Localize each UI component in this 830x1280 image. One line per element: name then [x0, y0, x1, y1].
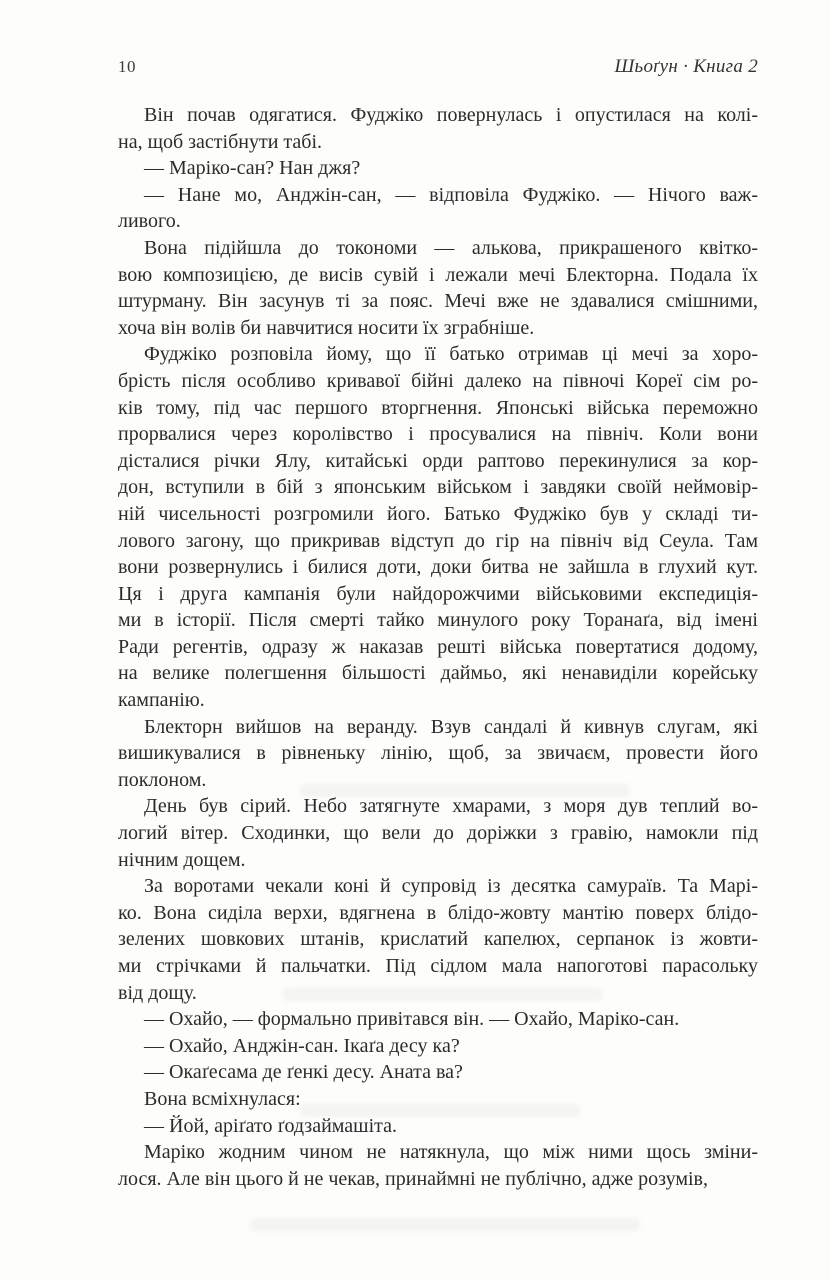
paragraph — [118, 1059, 758, 1086]
text-line: від дощу. — [118, 981, 197, 1004]
paragraph — [118, 1006, 758, 1033]
text-line: зелених шовкових штанів, крислатий капелюх, серпанок із жовти- — [118, 928, 758, 951]
paragraph — [118, 155, 758, 182]
text-line: хоча він волів би навчитися носити їх зграбніше. — [118, 316, 535, 339]
text-line: — Маріко-сан? Нан джя? — [144, 157, 361, 180]
text-line: на, щоб застібнути табі. — [118, 130, 323, 153]
running-title: Шьоґун · Книга 2 — [614, 56, 758, 77]
paragraph — [118, 102, 758, 155]
paragraph — [118, 714, 758, 794]
text-line: За воротами чекали коні й супровід із десятка самураїв. Та Марі- — [144, 875, 758, 898]
text-line: Вона підійшла до токономи — алькова, прикрашеного квітко- — [144, 236, 758, 259]
text-line: логий вітер. Сходинки, що вели до доріжки з гравію, намокли під — [118, 822, 758, 845]
text-line: прорвалися через королівство і просувалися на північ. Коли вони — [118, 423, 758, 446]
text-line: — Охайо, Анджін-сан. Ікаґа десу ка? — [144, 1034, 460, 1057]
text-line: вою композицією, де висів сувій і лежали мечі Блекторна. Подала їх — [118, 263, 758, 286]
paragraph — [118, 793, 758, 873]
text-line: ливого. — [118, 210, 181, 233]
paragraph — [118, 182, 758, 235]
text-line: дон, вступили в бій з японським військом і завдяки своїй неймовір- — [118, 476, 758, 499]
text-line: Ця і друга кампанія були найдорожчими військовими експедиція- — [118, 582, 758, 605]
text-line: — Нане мо, Анджін-сан, — відповіла Фуджіко. — Нічого важ- — [144, 183, 758, 206]
text-line: лося. Але він цього й не чекав, принаймні не публічно, адже розумів, — [118, 1167, 708, 1190]
page-showthrough — [250, 1218, 640, 1231]
text-line: вони розвернулись і билися доти, доки битва не зайшла в глухий кут. — [118, 556, 758, 579]
paragraph — [118, 341, 758, 713]
page-body — [118, 102, 758, 1192]
text-line: Блекторн вийшов на веранду. Взув сандалі й кивнув слугам, які — [144, 715, 758, 738]
text-line: — Йой, аріґато ґодзаймашіта. — [144, 1114, 397, 1137]
paragraph — [118, 235, 758, 341]
text-line: вишикувалися в рівненьку лінію, щоб, за звичаєм, провести його — [118, 742, 758, 765]
text-line: День був сірий. Небо затягнуте хмарами, з моря дув теплий во- — [144, 795, 758, 818]
text-line: лового загону, що прикривав відступ до гір на північ від Сеула. Там — [118, 529, 758, 552]
paragraph — [118, 1113, 758, 1140]
text-line: ми в історії. Після смерті тайко минулого року Торанаґа, від імені — [118, 609, 758, 632]
text-line: ми стрічками й пальчатки. Під сідлом мала напоготові парасольку — [118, 955, 758, 977]
text-line: Фуджіко розповіла йому, що її батько отримав ці мечі за хоро- — [144, 343, 758, 366]
page-header — [118, 56, 758, 78]
text-line: брість після особливо кривавої бійні далеко на півночі Кореї сім ро- — [118, 369, 758, 392]
text-line: нічним дощем. — [118, 848, 246, 871]
text-line: Маріко жодним чином не натякнула, що між ними щось зміни- — [144, 1141, 758, 1164]
text-line: штурману. Він засунув ті за пояс. Мечі вже не здавалися смішними, — [118, 290, 758, 313]
text-line: ній чисельності розгромили його. Батько Фуджіко був у складі ти- — [118, 502, 758, 525]
page-number: 10 — [118, 57, 136, 76]
text-line: на велике полегшення більшості даймьо, які ненавиділи корейську — [118, 662, 758, 685]
paragraph — [118, 873, 758, 1006]
text-line: — Охайо, — формально привітався він. — Охайо, Маріко-сан. — [144, 1008, 680, 1031]
paragraph — [118, 1086, 758, 1113]
text-line: ко. Вона сиділа верхи, вдягнена в блідо-жовту мантію поверх блідо- — [118, 901, 758, 924]
text-line: поклоном. — [118, 768, 207, 791]
text-line: дісталися річки Ялу, китайські орди раптово перекинулися за кор- — [118, 449, 758, 472]
text-line: ків тому, під час першого вторгнення. Японські війська переможно — [118, 396, 758, 419]
paragraph — [118, 1139, 758, 1192]
paragraph — [118, 1033, 758, 1060]
text-line: Ради регентів, одразу ж наказав решті війська повертатися додому, — [118, 635, 758, 658]
text-line: Вона всміхнулася: — [144, 1087, 301, 1110]
text-line: — Окаґесама де ґенкі десу. Аната ва? — [144, 1061, 463, 1084]
text-line: кампанію. — [118, 689, 205, 712]
text-line: Він почав одягатися. Фуджіко повернулась і опустилася на колі- — [144, 104, 758, 126]
